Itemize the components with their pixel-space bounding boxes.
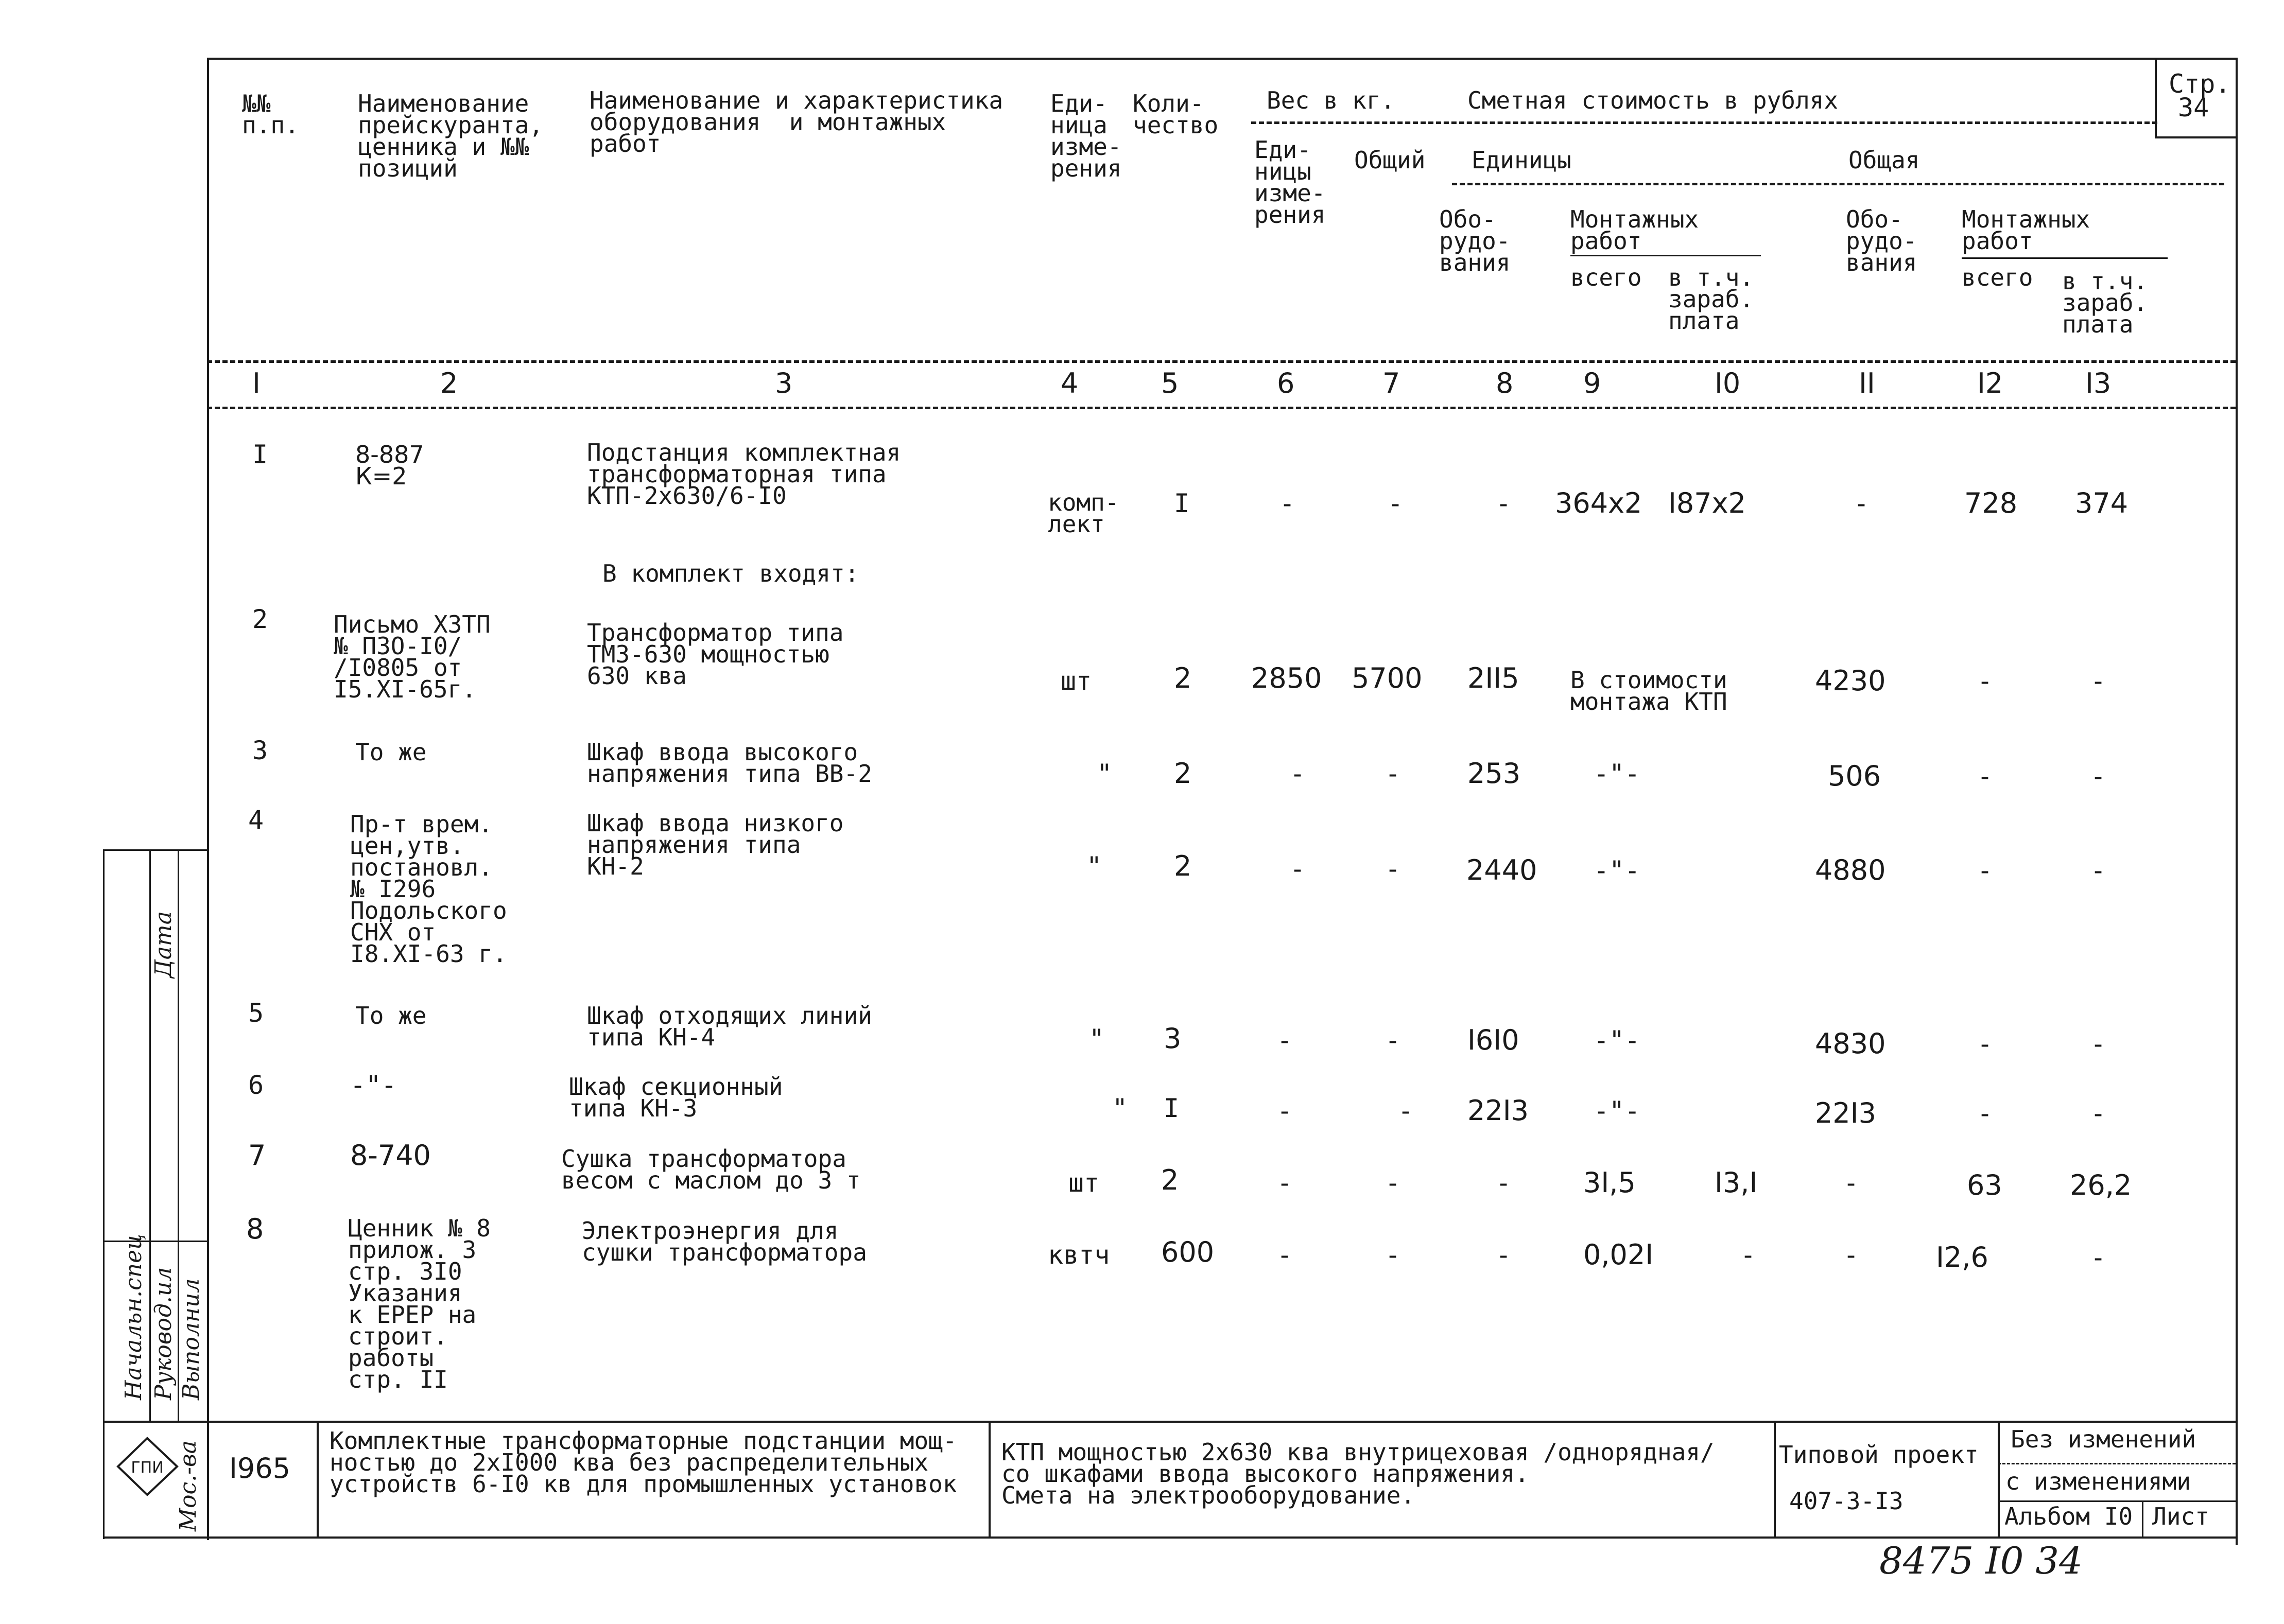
row6-unit: " [1112, 1093, 1128, 1123]
row5-c11: 4830 [1815, 1027, 1886, 1060]
footer-project-number: 407-3-I3 [1789, 1487, 1904, 1515]
row6-c11: 22I3 [1815, 1097, 1876, 1129]
row7-unit: шт [1068, 1168, 1100, 1198]
header-equip-unit: Обо- рудо- вания [1439, 205, 1511, 276]
row1-ref: 8-887 К=2 [355, 441, 424, 490]
row4-w1: - [1290, 854, 1306, 884]
row5-name: Шкаф отходящих линий типа КН-4 [587, 1002, 872, 1051]
row3-w2: - [1385, 759, 1401, 789]
row8-c12: I2,6 [1936, 1241, 1988, 1273]
footer-top-line [103, 1421, 2236, 1423]
footer-change-2: с изменениями [2005, 1468, 2191, 1495]
row1-c9: 364х2 [1555, 487, 1642, 519]
footer-change-divider [1998, 1463, 2236, 1464]
row2-unit: шт [1061, 666, 1092, 696]
row1-c10: I87х2 [1668, 487, 1746, 519]
row8-w2: - [1385, 1240, 1401, 1270]
row3-w1: - [1290, 759, 1306, 789]
header-row-number: №№ п.п. [242, 90, 299, 139]
header-cost-unit: Единицы [1472, 146, 1571, 174]
row3-c9: -"- [1594, 759, 1640, 789]
row2-w1: 2850 [1251, 662, 1322, 694]
row2-c11: 4230 [1815, 665, 1886, 697]
page-number: 34 [2178, 93, 2209, 123]
row3-number: 3 [252, 736, 268, 765]
row1-w2: - [1388, 488, 1404, 518]
header-incl-unit: в т.ч. зараб. плата [1668, 264, 1754, 335]
row4-c8: 2440 [1466, 854, 1537, 886]
row8-c8: - [1496, 1240, 1512, 1270]
row1-number: I [252, 440, 268, 469]
row8-c13: - [2090, 1243, 2106, 1272]
row6-qty: I [1164, 1093, 1180, 1123]
footer-sep-4 [1774, 1421, 1776, 1536]
frame-right [2236, 58, 2238, 1545]
divider-header-bottom [207, 360, 2236, 363]
frame-top [207, 58, 2236, 60]
row2-c9: В стоимости монтажа КТП [1570, 666, 1727, 715]
row3-c11: 506 [1828, 760, 1881, 792]
colnum-5: 5 [1161, 367, 1179, 399]
underline-mount-total [1962, 257, 2168, 259]
footer-album-top [1998, 1500, 2236, 1502]
footer-sheet: Лист [2152, 1503, 2209, 1530]
row4-number: 4 [248, 805, 264, 835]
footer-desc-left: Комплектные трансформаторные подстанции мощ- ностью до 2хI000 ква без распределительных устройств 6-I0 кв для промышленных установок [330, 1427, 957, 1498]
org-logo [106, 1426, 170, 1488]
row4-c13: - [2090, 855, 2106, 885]
header-mount-total: Монтажных работ [1962, 205, 2090, 255]
row2-qty: 2 [1174, 662, 1192, 694]
header-all-unit: всего [1570, 264, 1642, 291]
header-weight: Вес в кг. [1267, 86, 1395, 114]
header-description: Наименование и характеристика оборудования и монтажных работ [590, 86, 1003, 158]
side-stamp-mid [103, 1241, 207, 1242]
footer-sep-1 [207, 1421, 209, 1536]
row4-unit: " [1086, 851, 1102, 881]
row7-c11: - [1843, 1168, 1859, 1198]
footer-sep-2 [317, 1421, 319, 1536]
org-city: Мос.-ва [175, 1440, 201, 1531]
row4-name: Шкаф ввода низкого напряжения типа КН-2 [587, 809, 844, 880]
row1-c8: - [1496, 488, 1512, 518]
row1-c13: 374 [2075, 487, 2129, 519]
row3-unit: " [1097, 759, 1113, 789]
header-mount-unit: Монтажных работ [1570, 205, 1699, 255]
row1-w1: - [1279, 488, 1295, 518]
row5-c12: - [1977, 1029, 1993, 1059]
row4-c11: 4880 [1815, 854, 1886, 886]
row2-number: 2 [252, 604, 268, 634]
row3-qty: 2 [1174, 757, 1192, 790]
side-stamp-date: Дата [150, 911, 177, 978]
row5-c8: I6I0 [1467, 1024, 1519, 1056]
row5-c13: - [2090, 1029, 2106, 1059]
row8-name: Электроэнергия для сушки трансформатора [582, 1217, 867, 1266]
row6-w1: - [1277, 1096, 1293, 1126]
header-cost: Сметная стоимость в рублях [1467, 86, 1839, 114]
subheading: В комплект входят: [602, 560, 859, 587]
row7-number: 7 [248, 1139, 266, 1172]
row7-w1: - [1277, 1168, 1293, 1198]
row7-ref: 8-740 [350, 1139, 431, 1172]
footer-sep-5 [1998, 1421, 2000, 1536]
row1-c11: - [1854, 488, 1870, 518]
org-logo-text: ГПИ [131, 1459, 164, 1477]
row3-ref: То же [355, 738, 427, 766]
row2-c12: - [1977, 666, 1993, 696]
footer-year: I965 [229, 1452, 290, 1485]
row2-c8: 2II5 [1467, 662, 1519, 694]
row2-w2: 5700 [1352, 662, 1423, 694]
colnum-10: I0 [1715, 367, 1741, 399]
row1-unit: комп- лект [1048, 488, 1119, 538]
footer-album: Альбом I0 [2004, 1503, 2133, 1530]
row6-c9: -"- [1594, 1096, 1640, 1126]
side-stamp-role-1: Начальн.спец [120, 1234, 147, 1400]
colnum-9: 9 [1583, 367, 1601, 399]
row7-name: Сушка трансформатора весом с маслом до 3 т [561, 1145, 861, 1194]
row1-qty: I [1174, 488, 1190, 518]
row2-c13: - [2090, 666, 2106, 696]
org-logo-icon [115, 1436, 180, 1497]
row2-name: Трансформатор типа ТМЗ-630 мощностью 630 ква [587, 619, 844, 690]
footer-project-label: Типовой проект [1779, 1441, 1979, 1469]
row8-c11: - [1843, 1240, 1859, 1270]
row8-c9: 0,02I [1583, 1238, 1654, 1271]
footer-bottom-line [103, 1536, 2236, 1539]
page-box-left [2155, 58, 2157, 137]
side-stamp-top [103, 849, 207, 851]
side-stamp-role-2: Руковод.ил [150, 1267, 177, 1400]
row7-c10: I3,I [1715, 1166, 1758, 1199]
row7-c13: 26,2 [2070, 1169, 2132, 1201]
colnum-6: 6 [1277, 367, 1295, 399]
divider-cost [1452, 183, 2224, 185]
row6-c13: - [2090, 1098, 2106, 1128]
row1-name: Подстанция комплектная трансформаторная типа КТП-2х630/6-I0 [587, 439, 901, 510]
divider-weight [1251, 121, 2157, 124]
row8-unit: квтч [1048, 1240, 1110, 1270]
header-incl-total: в т.ч. зараб. плата [2062, 267, 2148, 338]
colnum-1: I [252, 367, 261, 399]
side-stamp-role-3: Выполнил [178, 1278, 204, 1400]
row7-w2: - [1385, 1168, 1401, 1198]
row6-w2: - [1398, 1096, 1414, 1126]
stamp-bottom-number: 8475 I0 34 [1879, 1539, 2083, 1582]
header-weight-unit: Еди- ницы изме- рения [1254, 136, 1326, 229]
row4-c12: - [1977, 855, 1993, 885]
header-unit: Еди- ница изме- рения [1050, 90, 1122, 182]
row4-c9: -"- [1594, 855, 1640, 885]
page-box-bottom [2155, 136, 2236, 138]
footer-change-1: Без изменений [2011, 1425, 2196, 1453]
row4-qty: 2 [1174, 850, 1192, 882]
header-quantity: Коли- чество [1133, 90, 1219, 139]
row6-c12: - [1977, 1098, 1993, 1128]
header-weight-total: Общий [1354, 146, 1426, 174]
row3-c13: - [2090, 761, 2106, 791]
row7-qty: 2 [1161, 1164, 1179, 1196]
row5-qty: 3 [1164, 1022, 1182, 1055]
row6-name: Шкаф секционный типа КН-3 [569, 1073, 783, 1122]
row5-w2: - [1385, 1025, 1401, 1055]
colnum-8: 8 [1496, 367, 1514, 399]
underline-mount-unit [1570, 255, 1761, 256]
header-pricelist: Наименование прейскуранта, ценника и №№ позиций [358, 90, 544, 182]
row5-unit: " [1089, 1024, 1105, 1054]
colnum-4: 4 [1061, 367, 1079, 399]
row1-c12: 728 [1964, 487, 2018, 519]
row5-w1: - [1277, 1025, 1293, 1055]
row5-c9: -"- [1594, 1025, 1640, 1055]
row4-w2: - [1385, 854, 1401, 884]
row8-qty: 600 [1161, 1236, 1215, 1268]
row7-c9: 3I,5 [1583, 1166, 1636, 1199]
footer-sep-3 [989, 1421, 991, 1536]
row6-ref: -"- [350, 1070, 397, 1100]
row3-c8: 253 [1467, 757, 1521, 790]
row8-c10: - [1740, 1240, 1756, 1270]
row3-c12: - [1977, 761, 1993, 791]
row3-name: Шкаф ввода высокого напряжения типа ВВ-2 [587, 738, 872, 788]
row7-c8: - [1496, 1168, 1512, 1198]
row5-ref: То же [355, 1002, 427, 1029]
colnum-12: I2 [1977, 367, 2003, 399]
row8-ref: Ценник № 8 прилож. 3 стр. 3I0 Указания к ЕРЕР на строит. работы стр. II [348, 1214, 491, 1393]
row8-w1: - [1277, 1240, 1293, 1270]
colnum-13: I3 [2085, 367, 2112, 399]
row4-ref: Пр-т врем. цен,утв. постановл. № I296 Подольского СНХ от I8.XI-63 г. [350, 810, 507, 968]
row6-number: 6 [248, 1070, 264, 1100]
colnum-7: 7 [1382, 367, 1400, 399]
header-equip-total: Обо- рудо- вания [1846, 205, 1917, 276]
divider-colnums-bottom [207, 407, 2236, 409]
header-cost-total: Общая [1848, 146, 1920, 174]
colnum-11: II [1859, 367, 1875, 399]
header-all-total: всего [1962, 264, 2033, 291]
footer-desc-mid: КТП мощностью 2х630 ква внутрицеховая /однорядная/ со шкафами ввода высокого напряжения. Смета на электрооборудование. [1001, 1438, 1715, 1509]
row8-number: 8 [246, 1213, 264, 1245]
colnum-2: 2 [440, 367, 458, 399]
row5-number: 5 [248, 998, 264, 1028]
page-label: Стр. [2169, 69, 2231, 99]
row2-ref: Письмо ХЗТП № ПЗО-I0/ /I0805 от I5.XI-65г. [334, 610, 491, 703]
colnum-3: 3 [775, 367, 793, 399]
row7-c12: 63 [1967, 1169, 2002, 1201]
side-stamp-line-1 [103, 849, 105, 1539]
frame-left [207, 58, 209, 1540]
row6-c8: 22I3 [1467, 1094, 1529, 1127]
footer-album-sep [2142, 1500, 2143, 1536]
